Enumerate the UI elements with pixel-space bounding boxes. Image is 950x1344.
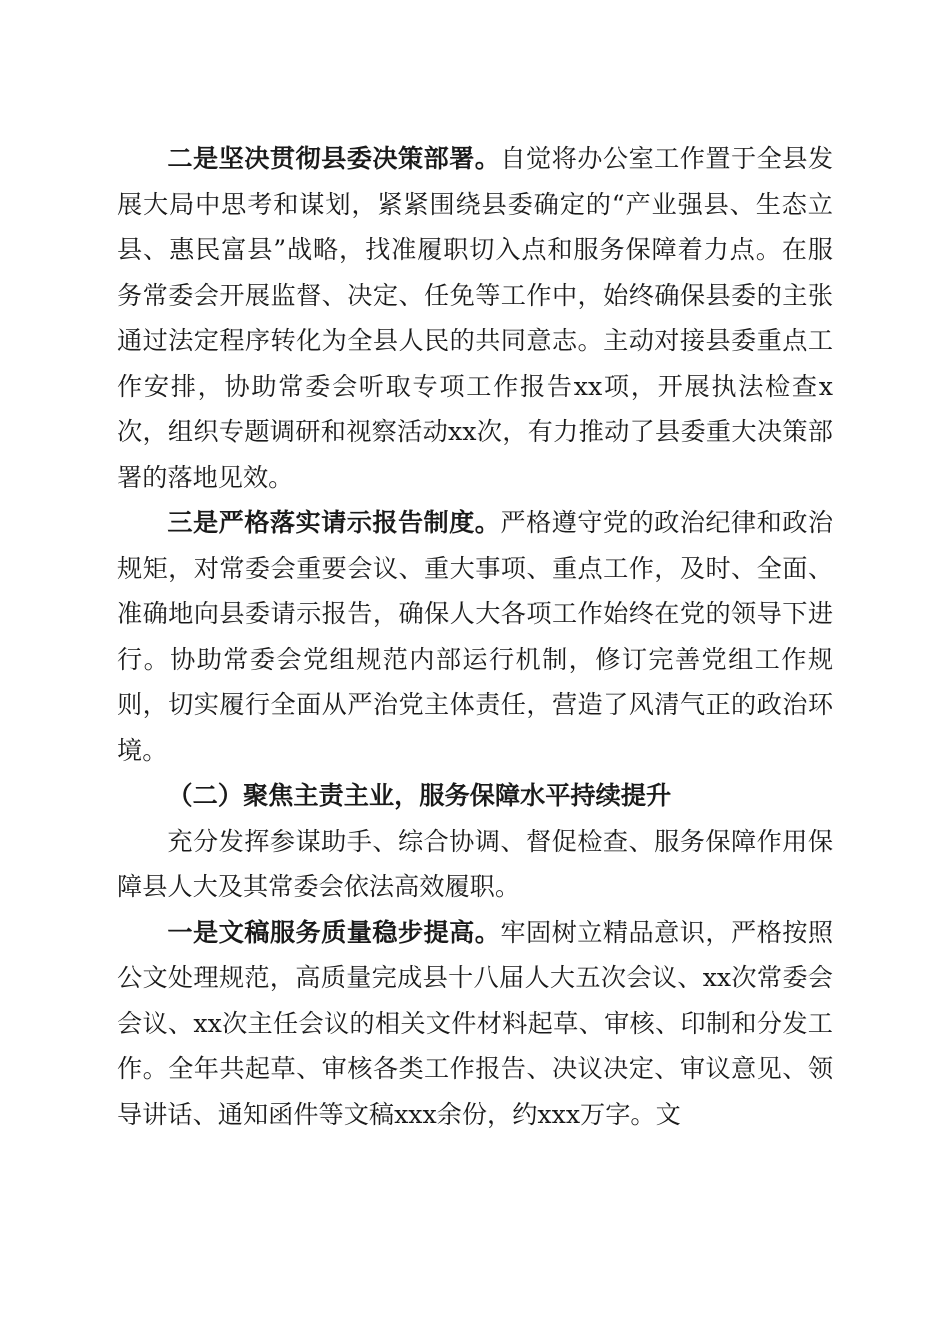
section-heading: （二）聚焦主责主业，服务保障水平持续提升 <box>167 780 672 810</box>
paragraph-intro <box>117 819 833 910</box>
paragraph-decision-deployment <box>117 136 833 500</box>
paragraph-body: 自觉将办公室工作置于全县发展大局中思考和谋划，紧紧围绕县委确定的“产业强县、生态立县、惠民富县”战略，找准履职切入点和服务保障着力点。在服务常委会开展监督、决定、任免等工作中，始终确保县委的主张通过法定程序转化为全县人民的共同意志。主动对接县委重点工作安排，协助常委会听取专项工作报告xx项，开展执法检查x次，组织专题调研和视察活动xx次，有力推动了县委重大决策部署的落地见效。 <box>117 144 834 492</box>
paragraph-body: 严格遵守党的政治纪律和政治规矩，对常委会重要会议、重大事项、重点工作，及时、全面、准确地向县委请示报告，确保人大各项工作始终在党的领导下进行。协助常委会党组规范内部运行机制，修订完善党组工作规则，切实履行全面从严治党主体责任，营造了风清气正的政治环境。 <box>117 508 834 765</box>
paragraph-body: 牢固树立精品意识，严格按照公文处理规范，高质量完成县十八届人大五次会议、xx次常委会会议、xx次主任会议的相关文件材料起草、审核、印制和分发工作。全年共起草、审核各类工作报告、决议决定、审议意见、领导讲话、通知函件等文稿xxx余份，约xxx万字。文 <box>117 917 834 1129</box>
document-page <box>117 136 833 1137</box>
paragraph-document-service <box>117 910 833 1138</box>
paragraph-lead: 二是坚决贯彻县委决策部署。 <box>167 143 501 173</box>
paragraph-body: 充分发挥参谋助手、综合协调、督促检查、服务保障作用保障县人大及其常委会依法高效履职。 <box>117 826 833 901</box>
paragraph-lead: 一是文稿服务质量稳步提高。 <box>167 916 501 947</box>
paragraph-reporting-system <box>117 500 833 773</box>
paragraph-lead: 三是严格落实请示报告制度。 <box>167 507 501 537</box>
